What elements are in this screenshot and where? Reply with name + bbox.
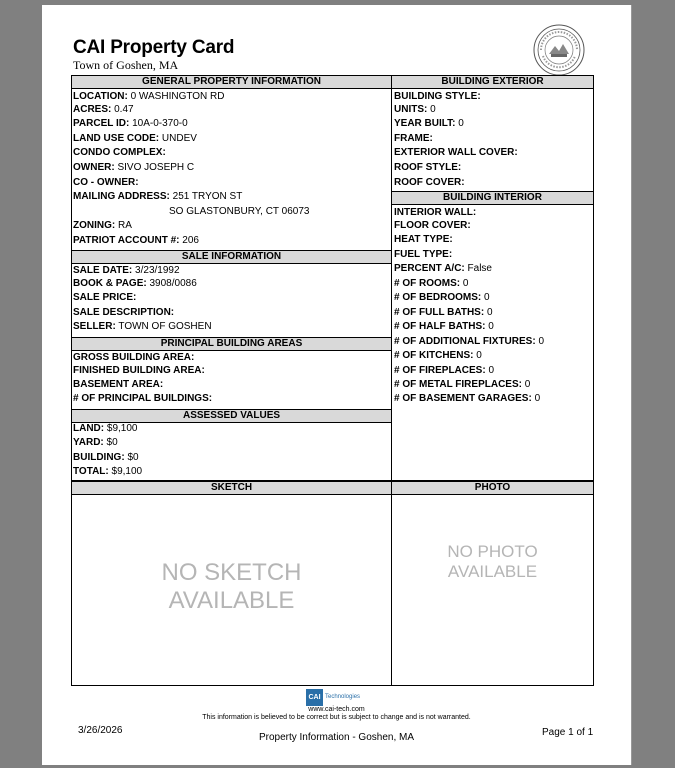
interior-wall-row: INTERIOR WALL: [394,207,477,218]
sale-date-row: SALE DATE: 3/23/1992 [73,265,180,276]
bedrooms-value: 0 [484,292,490,303]
kitchens-row: # OF KITCHENS: 0 [394,350,482,361]
rooms-value: 0 [462,278,469,289]
yard-value: $0 [106,437,118,448]
year-built-value: 0 [458,118,464,129]
fixtures-row: # OF ADDITIONAL FIXTURES: 0 [394,336,545,347]
full-baths-row: # OF FULL BATHS: 0 [394,307,493,318]
photo-header: PHOTO [391,481,594,495]
zoning-row: ZONING: RA [73,220,132,231]
patriot-value: 206 [182,235,199,246]
metal-fireplaces-value: 0 [524,379,531,390]
sale-price-row: SALE PRICE: [73,292,137,303]
full-baths-value: 0 [486,307,493,318]
sketch-header: SKETCH [71,481,392,495]
page-title: CAI Property Card [73,37,235,58]
footer-disclaimer: This information is believed to be correct but is subject to change and is not warranted. [202,714,471,721]
fireplaces-row: # OF FIREPLACES: 0 [394,365,495,376]
assessed-header: ASSESSED VALUES [71,409,392,423]
parcel-value: 10A-0-370-0 [132,118,188,129]
footer-title: Property Information - Goshen, MA [258,732,415,743]
mailing-line1: 251 TRYON ST [172,191,243,202]
seller-value: TOWN OF GOSHEN [118,321,212,332]
location-row: LOCATION: 0 WASHINGTON RD [73,91,225,102]
heat-type-row: HEAT TYPE: [394,234,453,245]
owner-value: SIVO JOSEPH C [117,162,195,173]
footer-url: www.cai-tech.com [308,706,365,713]
roof-style-row: ROOF STYLE: [394,162,462,173]
sale-header: SALE INFORMATION [71,250,392,264]
total-value: $9,100 [111,466,143,477]
owner-row: OWNER: SIVO JOSEPH C [73,162,195,173]
gross-area-row: GROSS BUILDING AREA: [73,352,195,363]
fuel-type-row: FUEL TYPE: [394,249,453,260]
landuse-row: LAND USE CODE: UNDEV [73,133,197,144]
book-page-row: BOOK & PAGE: 3908/0086 [73,278,197,289]
general-header: GENERAL PROPERTY INFORMATION [71,75,392,89]
building-style-row: BUILDING STYLE: [394,91,481,102]
exterior-wall-row: EXTERIOR WALL COVER: [394,147,518,158]
exterior-header: BUILDING EXTERIOR [391,75,594,89]
finished-area-row: FINISHED BUILDING AREA: [73,365,205,376]
floor-cover-row: FLOOR COVER: [394,220,471,231]
zoning-value: RA [118,220,132,231]
fixtures-value: 0 [538,336,545,347]
land-value: $9,100 [106,423,138,434]
property-card-page [42,5,632,765]
metal-fireplaces-row: # OF METAL FIREPLACES: 0 [394,379,531,390]
roof-cover-row: ROOF COVER: [394,177,465,188]
no-sketch-placeholder: NO SKETCH AVAILABLE [161,559,302,614]
sale-date-value: 3/23/1992 [135,265,180,276]
rooms-row: # OF ROOMS: 0 [394,278,469,289]
kitchens-value: 0 [476,350,482,361]
basement-garages-row: # OF BASEMENT GARAGES: 0 [394,393,541,404]
frame-row: FRAME: [394,133,433,144]
footer-date: 3/26/2026 [78,725,123,736]
year-built-row: YEAR BUILT: 0 [394,118,464,129]
basement-area-row: BASEMENT AREA: [73,379,164,390]
mailing-row: MAILING ADDRESS: 251 TRYON ST [73,191,243,202]
photo-panel [391,481,594,686]
fireplaces-value: 0 [488,365,495,376]
mailing-line2: SO GLASTONBURY, CT 06073 [169,206,310,217]
seller-row: SELLER: TOWN OF GOSHEN [73,321,212,332]
basement-garages-value: 0 [534,393,541,404]
no-photo-placeholder: NO PHOTO AVAILABLE [447,542,538,581]
condo-row: CONDO COMPLEX: [73,147,166,158]
town-seal-icon [533,24,585,76]
percent-ac-row: PERCENT A/C: False [394,263,492,274]
units-row: UNITS: 0 [394,104,436,115]
principal-buildings-row: # OF PRINCIPAL BUILDINGS: [73,393,213,404]
footer-page-number: Page 1 of 1 [542,727,594,738]
bedrooms-row: # OF BEDROOMS: 0 [394,292,490,303]
units-value: 0 [430,104,436,115]
areas-header: PRINCIPAL BUILDING AREAS [71,337,392,351]
interior-header: BUILDING INTERIOR [391,191,594,205]
building-value: $0 [127,452,139,463]
yard-row: YARD: $0 [73,437,118,448]
parcel-row: PARCEL ID: 10A-0-370-0 [73,118,188,129]
acres-row: ACRES: 0.47 [73,104,134,115]
building-row: BUILDING: $0 [73,452,139,463]
acres-value: 0.47 [114,104,134,115]
coowner-row: CO - OWNER: [73,177,139,188]
half-baths-row: # OF HALF BATHS: 0 [394,321,494,332]
page-subtitle: Town of Goshen, MA [73,58,179,72]
land-row: LAND: $9,100 [73,423,138,434]
percent-ac-value: False [467,263,492,274]
sale-desc-row: SALE DESCRIPTION: [73,307,175,318]
patriot-row: PATRIOT ACCOUNT #: 206 [73,235,199,246]
cai-logo: CAI Technologies [306,689,360,707]
book-page-value: 3908/0086 [149,278,197,289]
location-value: 0 WASHINGTON RD [130,91,225,102]
total-row: TOTAL: $9,100 [73,466,143,477]
half-baths-value: 0 [488,321,494,332]
landuse-value: UNDEV [161,133,197,144]
